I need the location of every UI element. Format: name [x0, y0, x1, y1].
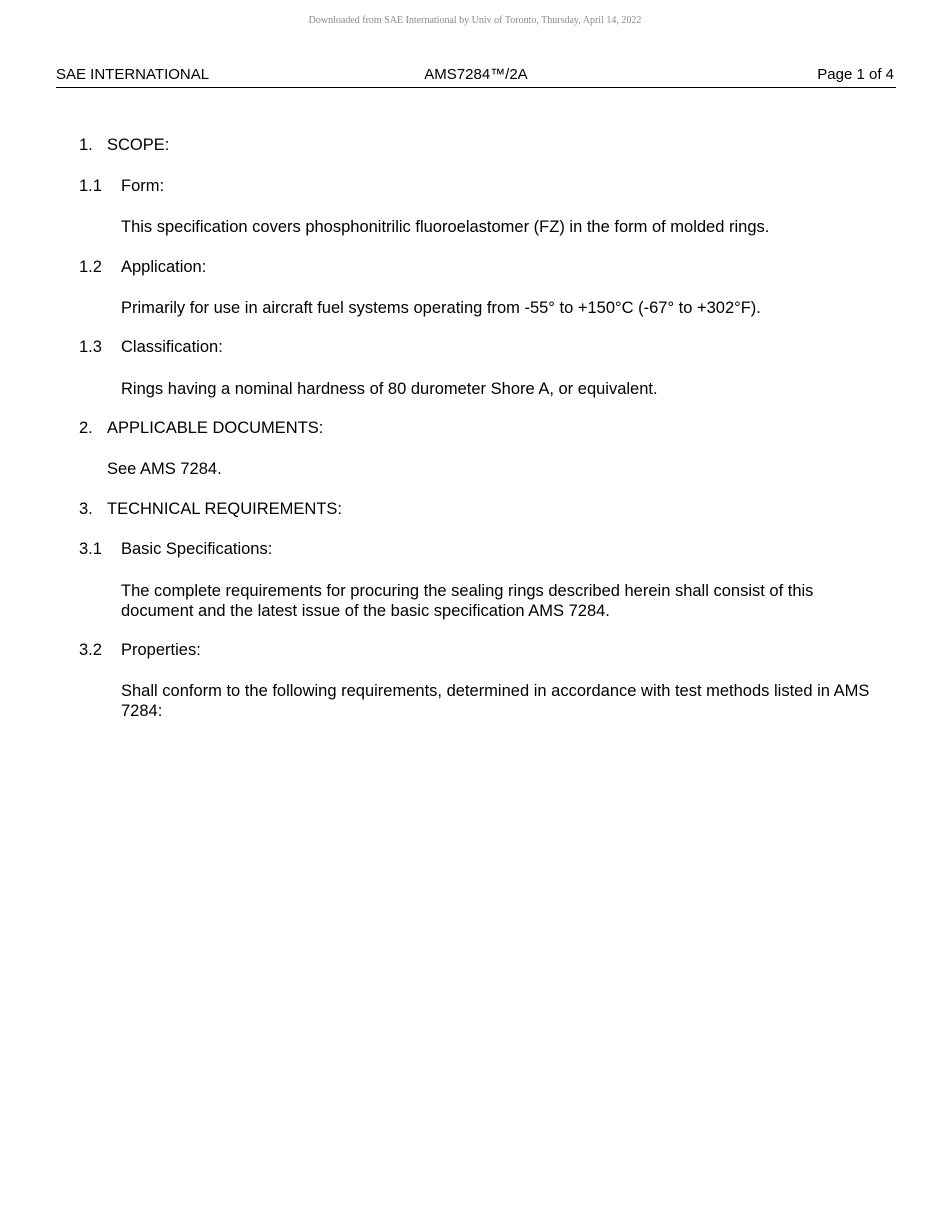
- section-title: Form:: [121, 177, 165, 195]
- section-title: Application:: [121, 258, 207, 276]
- page-header: [56, 66, 896, 88]
- section-title: SCOPE:: [107, 136, 170, 154]
- section-title: Properties:: [121, 641, 201, 659]
- section-number: 1.: [79, 136, 93, 154]
- section-1-1-text: This specification covers phosphonitrilic fluoroelastomer (FZ) in the form of molded rings.: [121, 218, 770, 236]
- section-title: Basic Specifications:: [121, 540, 273, 558]
- section-3-2-text: Shall conform to the following requirements, determined in accordance with test methods listed in AMS 7284:: [121, 682, 870, 720]
- section-title: TECHNICAL REQUIREMENTS:: [107, 500, 342, 518]
- header-doc-id: AMS7284™/2A: [424, 66, 528, 83]
- section-2-text: See AMS 7284.: [107, 460, 222, 478]
- section-number: 2.: [79, 419, 93, 437]
- header-page-number: Page 1 of 4: [817, 66, 894, 83]
- section-number: 1.1: [79, 177, 102, 195]
- download-watermark: Downloaded from SAE International by Univ of Toronto, Thursday, April 14, 2022: [308, 15, 642, 26]
- header-org: SAE INTERNATIONAL: [56, 66, 210, 83]
- section-1-2-text: Primarily for use in aircraft fuel systems operating from -55° to +150°C (-67° to +302°F).: [121, 299, 761, 317]
- section-title: APPLICABLE DOCUMENTS:: [107, 419, 324, 437]
- section-3-1-text: The complete requirements for procuring the sealing rings described herein shall consist of this document and the latest issue of the basic specification AMS 7284.: [121, 582, 814, 620]
- section-1-3-text: Rings having a nominal hardness of 80 durometer Shore A, or equivalent.: [121, 380, 658, 398]
- section-number: 3.1: [79, 540, 102, 558]
- section-number: 3.: [79, 500, 93, 518]
- section-number: 1.3: [79, 338, 102, 356]
- section-number: 1.2: [79, 258, 102, 276]
- section-title: Classification:: [121, 338, 223, 356]
- section-number: 3.2: [79, 641, 102, 659]
